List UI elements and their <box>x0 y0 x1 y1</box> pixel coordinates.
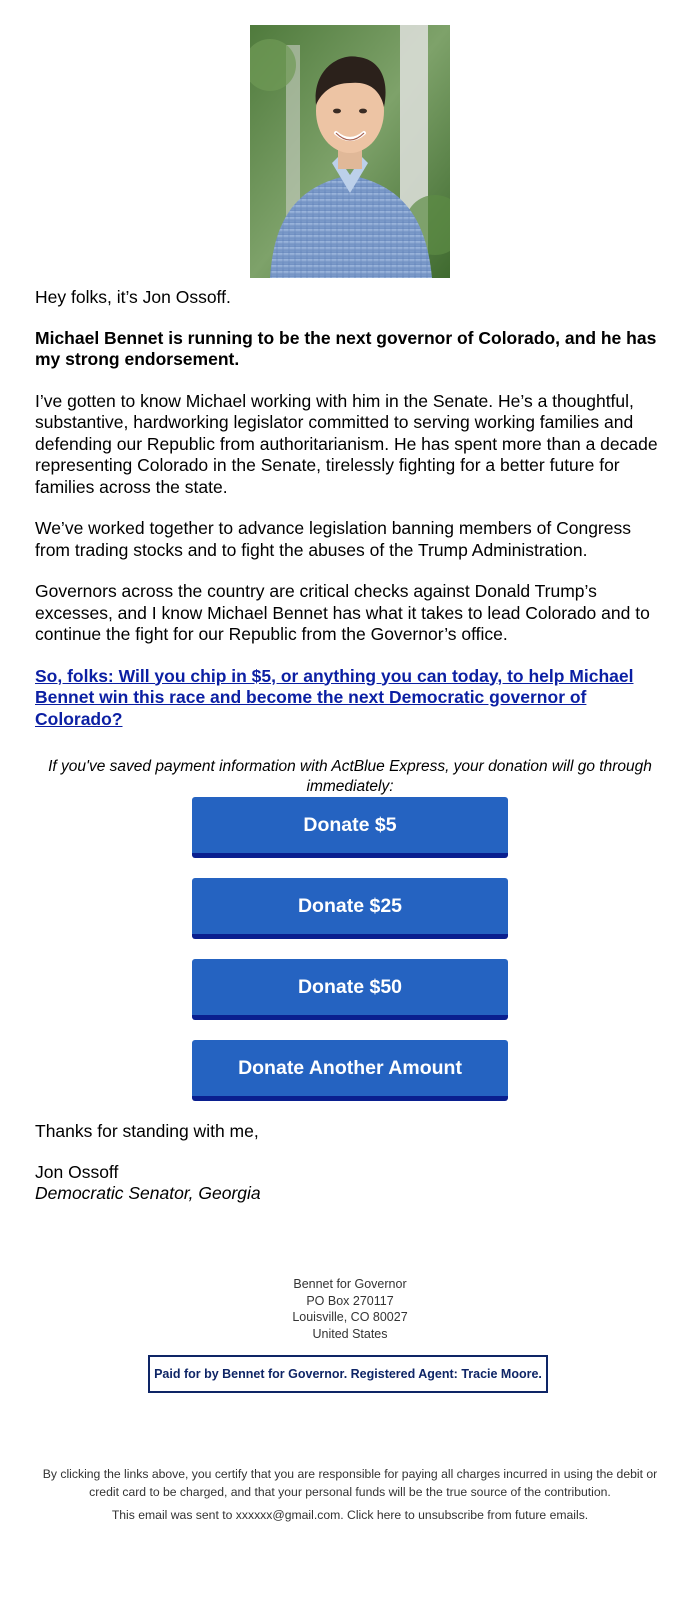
candidate-photo <box>250 25 450 278</box>
sent-to-prefix: This email was sent to <box>111 1508 236 1522</box>
recipient-email: xxxxxx@gmail.com <box>235 1508 341 1522</box>
contribution-disclaimer: By clicking the links above, you certify that you are responsible for paying all charges incurred in using the debit or credit card to be charged, and that your personal funds will be the true source of the contribution. <box>42 1467 658 1499</box>
mailing-address <box>0 1276 700 1342</box>
donate-other-amount-button[interactable]: Donate Another Amount <box>192 1040 508 1101</box>
closing-text: Thanks for standing with me, <box>35 1121 259 1141</box>
paid-for-disclaimer: Paid for by Bennet for Governor. Registered Agent: Tracie Moore. <box>148 1355 548 1393</box>
donate-25-button[interactable]: Donate $25 <box>192 878 508 939</box>
body-paragraph: Governors across the country are critical checks against Donald Trump’s excesses, and I know Michael Bennet has what it takes to lead Colorado and to continue the fight for our Republic from the Governor’s office. <box>35 581 650 644</box>
body-paragraph: I’ve gotten to know Michael working with him in the Senate. He’s a thoughtful, substantive, hardworking legislator committed to serving working families and defending our Republic from authoritarianism. He has spent more than a decade representing Colorado in the Senate, tirelessly fighting for a better future for families across the state. <box>35 390 658 497</box>
greeting-text: Hey folks, it’s Jon Ossoff. <box>35 287 231 307</box>
donate-buttons <box>192 797 508 1101</box>
portrait-image <box>250 25 450 278</box>
address-line: Bennet for Governor <box>293 1277 407 1291</box>
signature-name: Jon Ossoff <box>35 1161 119 1182</box>
sent-to-line <box>40 1506 660 1524</box>
sent-to-separator: . <box>340 1508 348 1522</box>
actblue-express-note: If you've saved payment information with ActBlue Express, your donation will go through immediately: <box>48 758 652 795</box>
unsubscribe-link[interactable]: Click here to unsubscribe from future emails. <box>347 1508 589 1522</box>
address-line: PO Box 270117 <box>306 1293 394 1308</box>
address-line: Louisville, CO 80027 <box>292 1310 408 1324</box>
donate-5-button[interactable]: Donate $5 <box>192 797 508 858</box>
email-body <box>35 287 665 1205</box>
donate-50-button[interactable]: Donate $50 <box>192 959 508 1020</box>
body-paragraph: We’ve worked together to advance legislation banning members of Congress from trading stocks and to fight the abuses of the Trump Administration. <box>35 518 631 560</box>
address-line: United States <box>312 1326 388 1341</box>
signature-title: Democratic Senator, Georgia <box>35 1183 261 1203</box>
endorsement-headline: Michael Bennet is running to be the next governor of Colorado, and he has my strong endorsement. <box>35 327 657 369</box>
donate-cta-link[interactable]: So, folks: Will you chip in $5, or anything you can today, to help Michael Bennet win this race and become the next Democratic governor of Colorado? <box>35 665 634 729</box>
